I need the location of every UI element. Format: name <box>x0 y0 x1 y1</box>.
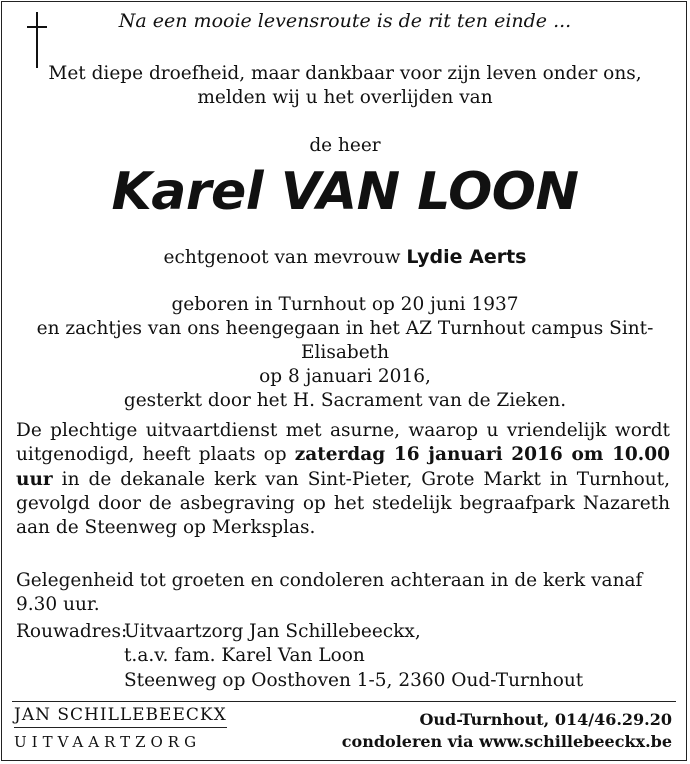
funeral-home-subtitle: UITVAARTZORG <box>14 733 202 751</box>
honorific: de heer <box>309 135 381 156</box>
spouse-prefix: echtgenoot van mevrouw <box>163 247 401 268</box>
greeting-paragraph: Gelegenheid tot groeten en condoleren achteraan in de kerk vanaf 9.30 uur. <box>16 570 643 616</box>
funeral-home-contact <box>342 709 672 753</box>
motto: Na een mooie levensroute is de rit ten einde ... <box>118 10 572 32</box>
biography <box>0 293 690 413</box>
mourning-address <box>16 620 670 693</box>
service-text: in de dekanale kerk van Sint-Pieter, Grote Markt in Turnhout, gevolgd door de asbegraving op het stedelijk begraafpark Nazareth aan de Steenweg op Merksplas. <box>16 468 670 539</box>
spouse-line <box>0 245 690 270</box>
intro-line: Met diepe droefheid, maar dankbaar voor zijn leven onder ons, <box>48 63 642 84</box>
service-date: zaterdag 16 januari 2016 om 10.00 uur <box>16 444 670 490</box>
address-line: t.a.v. fam. Karel Van Loon <box>124 645 365 667</box>
contact-website[interactable]: condoleren via www.schillebeeckx.be <box>341 732 672 751</box>
bio-line: en zachtjes van ons heengegaan in het AZ Turnhout campus Sint-Elisabeth <box>36 318 654 363</box>
intro-line: melden wij u het overlijden van <box>197 87 493 108</box>
spouse-name: Lydie Aerts <box>406 246 527 268</box>
intro-text <box>0 62 690 110</box>
service-text: De plechtige uitvaartdienst met asurne, waarop u vriendelijk wordt uitgenodigd, heeft plaats op <box>16 420 670 466</box>
address-line: Uitvaartzorg Jan Schillebeeckx, <box>124 621 421 642</box>
contact-phone: Oud-Turnhout, 014/46.29.20 <box>419 710 672 729</box>
bio-line: op 8 januari 2016, <box>259 366 431 387</box>
address-line: Steenweg op Oosthoven 1-5, 2360 Oud-Turnhout <box>124 669 584 691</box>
footer-divider <box>12 701 676 702</box>
funeral-home-logo: JAN SCHILLEBEECKX <box>14 704 227 728</box>
bio-line: geboren in Turnhout op 20 juni 1937 <box>171 294 519 315</box>
service-paragraph <box>16 419 670 540</box>
deceased-name: Karel VAN LOON <box>111 162 579 222</box>
address-label: Rouwadres: <box>16 621 128 642</box>
bio-line: gesterkt door het H. Sacrament van de Zieken. <box>123 390 567 411</box>
